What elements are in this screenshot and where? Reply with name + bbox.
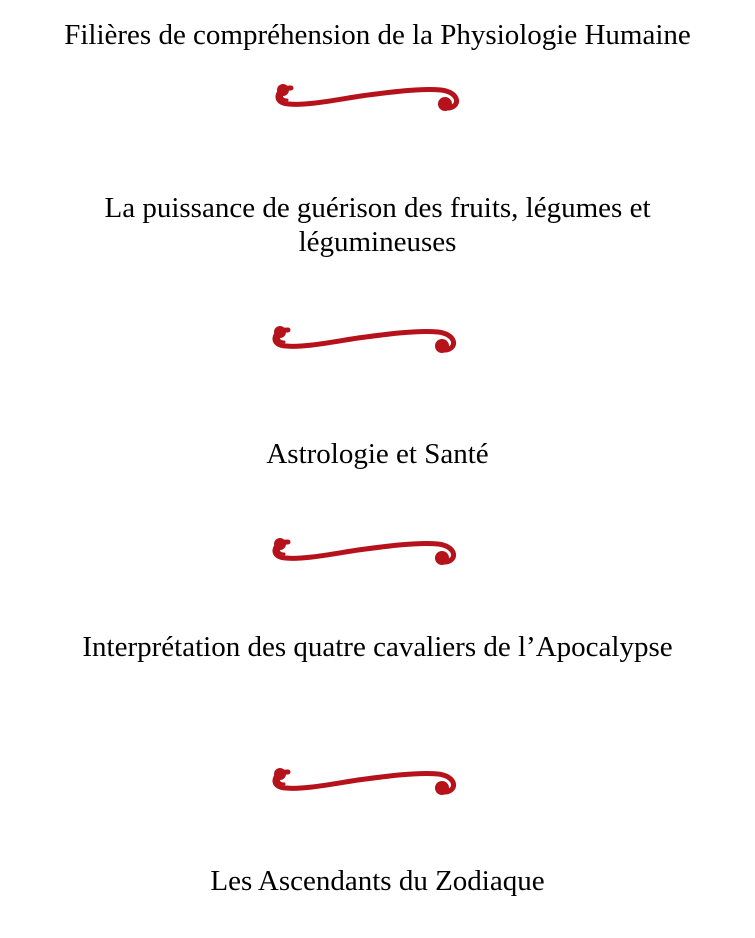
- heading-quatre-cavaliers: Interprétation des quatre cavaliers de l’Apocalypse: [82, 631, 673, 663]
- heading-puissance-guerison: La puissance de guérison des fruits, légumes et légumineuses: [104, 192, 651, 258]
- flourish-divider-icon: [262, 762, 462, 802]
- heading-ascendants-zodiaque: Les Ascendants du Zodiaque: [210, 865, 545, 897]
- flourish-divider-icon: [262, 532, 462, 572]
- heading-physiologie: Filières de compréhension de la Physiologie Humaine: [64, 19, 691, 51]
- flourish-divider-icon: [265, 78, 465, 118]
- flourish-divider-icon: [262, 320, 462, 360]
- heading-astrologie-sante: Astrologie et Santé: [266, 438, 489, 470]
